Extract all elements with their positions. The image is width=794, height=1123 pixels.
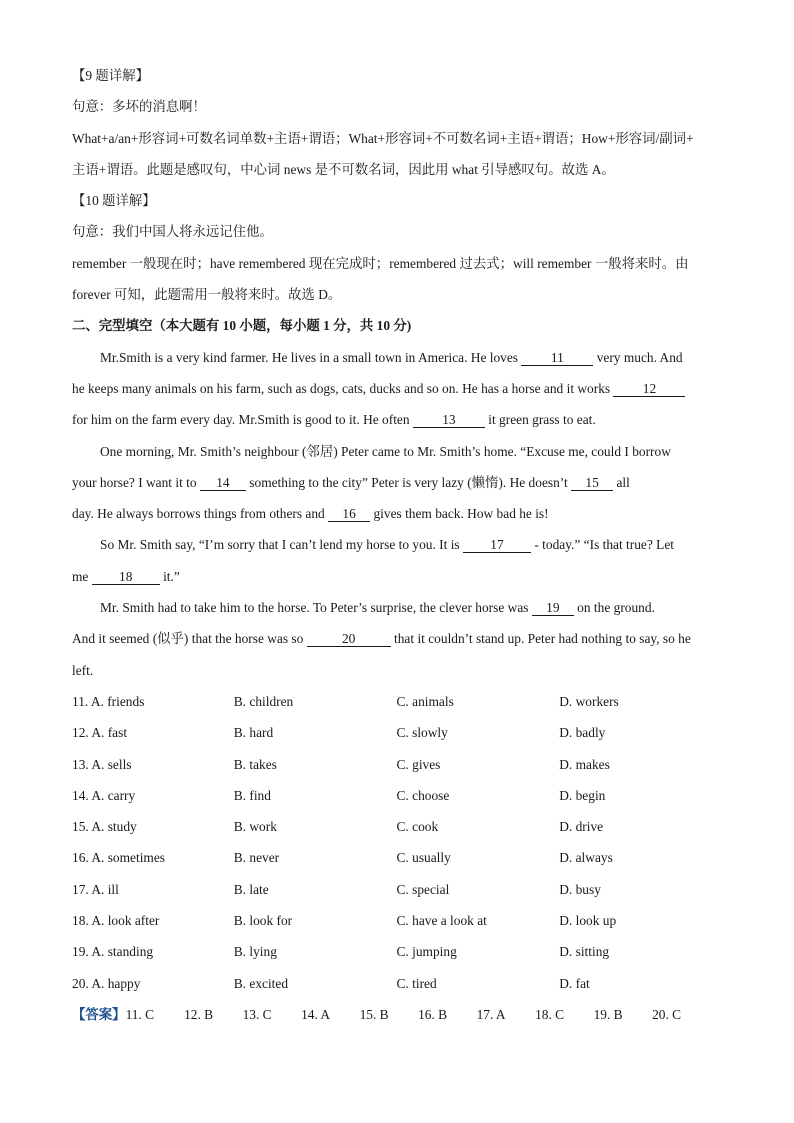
passage-text: on the ground. bbox=[573, 600, 655, 616]
passage-line bbox=[72, 623, 722, 654]
passage-line bbox=[72, 529, 722, 560]
passage-text: that it couldn’t stand up. Peter had nothing to say, so he bbox=[390, 631, 691, 647]
section-10-header: 【10 题详解】 bbox=[72, 193, 156, 209]
option-row-12 bbox=[72, 717, 722, 748]
section-9-header: 【9 题详解】 bbox=[72, 68, 149, 83]
blank-16: 16 bbox=[328, 507, 370, 522]
option-row-16 bbox=[72, 842, 722, 873]
option-c: C. have a look at bbox=[396, 913, 487, 929]
option-d: D. workers bbox=[559, 693, 619, 709]
passage-text: Mr.Smith is a very kind farmer. He lives in a small town in America. He loves bbox=[100, 349, 522, 365]
passage-line bbox=[72, 655, 722, 686]
answer-item: 13. C bbox=[242, 1006, 272, 1022]
option-c: C. tired bbox=[396, 975, 437, 991]
option-d: D. fat bbox=[559, 975, 590, 991]
answer-item: 15. B bbox=[359, 1006, 389, 1022]
passage-text: something to the city” Peter is very lazy (懒惰). He doesn’t bbox=[245, 474, 572, 490]
option-a: 20. A. happy bbox=[72, 975, 141, 991]
answer-item: 17. A bbox=[476, 1006, 506, 1022]
passage-text: it.” bbox=[159, 568, 180, 584]
passage-text: it green grass to eat. bbox=[484, 412, 596, 428]
option-row-13 bbox=[72, 749, 722, 780]
option-d: D. look up bbox=[559, 913, 617, 929]
passage-line bbox=[72, 342, 722, 373]
passage-text: for him on the farm every day. Mr.Smith is good to it. He often bbox=[72, 412, 413, 428]
passage-text: me bbox=[72, 568, 92, 584]
section-9-meaning: 句意：多坏的消息啊！ bbox=[72, 99, 206, 115]
option-b: B. children bbox=[233, 693, 294, 709]
option-c: C. usually bbox=[396, 850, 451, 866]
blank-12: 12 bbox=[613, 382, 685, 397]
option-c: C. special bbox=[396, 881, 450, 897]
option-row-19 bbox=[72, 936, 722, 967]
option-d: D. drive bbox=[559, 819, 604, 835]
passage-line bbox=[72, 498, 722, 529]
answer-item: 18. C bbox=[535, 1006, 565, 1022]
answer-item: 20. C bbox=[652, 1006, 682, 1022]
option-d: D. busy bbox=[559, 881, 601, 897]
passage-text: And it seemed (似乎) that the horse was so bbox=[72, 631, 307, 647]
option-row-14 bbox=[72, 780, 722, 811]
passage-text: day. He always borrows things from others and bbox=[72, 506, 329, 522]
blank-18: 18 bbox=[92, 570, 160, 585]
option-b: B. find bbox=[233, 787, 271, 803]
passage-text: One morning, Mr. Smith’s neighbour (邻居) Peter came to Mr. Smith’s home. “Excuse me, could I borrow bbox=[100, 443, 671, 459]
option-a: 15. A. study bbox=[72, 819, 137, 835]
option-b: B. excited bbox=[233, 975, 289, 991]
answer-item: 12. B bbox=[184, 1006, 214, 1022]
passage-line bbox=[72, 436, 722, 467]
option-a: 14. A. carry bbox=[72, 787, 136, 803]
option-a: 11. A. friends bbox=[72, 693, 145, 709]
passage-line bbox=[72, 592, 722, 623]
answer-item: 11. C bbox=[125, 1006, 155, 1022]
option-c: C. animals bbox=[396, 693, 454, 709]
option-a: 19. A. standing bbox=[72, 944, 154, 960]
option-b: B. hard bbox=[233, 725, 274, 741]
option-d: D. always bbox=[559, 850, 613, 866]
option-d: D. begin bbox=[559, 787, 606, 803]
option-c: C. jumping bbox=[396, 944, 457, 960]
option-a: 12. A. fast bbox=[72, 725, 128, 741]
cloze-title: 二、完型填空（本大题有 10 小题，每小题 1 分，共 10 分) bbox=[72, 318, 412, 334]
passage-text: - today.” “Is that true? Let bbox=[531, 537, 675, 553]
passage-text: left. bbox=[72, 662, 94, 678]
section-10-explanation-1: remember 一般现在时；have remembered 现在完成时；remembered 过去式；will remember 一般将来时。由 bbox=[72, 255, 689, 271]
blank-20: 20 bbox=[307, 632, 391, 647]
blank-15: 15 bbox=[571, 476, 613, 491]
blank-19: 19 bbox=[532, 601, 574, 616]
option-d: D. badly bbox=[559, 725, 606, 741]
passage-text: So Mr. Smith say, “I’m sorry that I can’t lend my horse to you. It is bbox=[100, 537, 463, 553]
answer-item: 19. B bbox=[593, 1006, 623, 1022]
answer-label: 【答案】 bbox=[72, 1006, 126, 1022]
passage-text: your horse? I want it to bbox=[72, 474, 200, 490]
blank-14: 14 bbox=[200, 476, 246, 491]
section-9-explanation-1: What+a/an+形容词+可数名词单数+主语+谓语；What+形容词+不可数名词+主语+谓语；How+形容词/副词+ bbox=[72, 130, 694, 146]
option-row-18 bbox=[72, 905, 722, 936]
option-c: C. cook bbox=[396, 819, 439, 835]
passage-line bbox=[72, 467, 722, 498]
option-c: C. choose bbox=[396, 787, 450, 803]
answer-item: 14. A bbox=[301, 1006, 331, 1022]
option-a: 13. A. sells bbox=[72, 756, 132, 772]
option-b: B. work bbox=[233, 819, 277, 835]
section-10-meaning: 句意：我们中国人将永远记住他。 bbox=[72, 224, 273, 240]
blank-17: 17 bbox=[463, 538, 531, 553]
option-c: C. gives bbox=[396, 756, 441, 772]
option-b: B. never bbox=[233, 850, 280, 866]
option-d: D. makes bbox=[559, 756, 610, 772]
passage-text: Mr. Smith had to take him to the horse. To Peter’s surprise, the clever horse was bbox=[100, 600, 532, 616]
passage-text: very much. And bbox=[593, 349, 683, 365]
option-row-20 bbox=[72, 968, 722, 999]
passage-line bbox=[72, 404, 722, 435]
passage-line bbox=[72, 373, 722, 404]
option-d: D. sitting bbox=[559, 944, 610, 960]
options-list bbox=[72, 686, 722, 999]
answer-item: 16. B bbox=[418, 1006, 448, 1022]
passage-text: gives them back. How bad he is! bbox=[370, 506, 549, 522]
option-b: B. takes bbox=[233, 756, 277, 772]
option-a: 16. A. sometimes bbox=[72, 850, 165, 866]
blank-13: 13 bbox=[413, 413, 485, 428]
option-b: B. look for bbox=[233, 913, 293, 929]
option-row-11 bbox=[72, 686, 722, 717]
section-9-explanation-2: 主语+谓语。此题是感叹句，中心词 news 是不可数名词，因此用 what 引导感叹句。故选 A。 bbox=[72, 161, 615, 177]
section-10-explanation-2: forever 可知，此题需用一般将来时。故选 D。 bbox=[72, 287, 342, 303]
document-page bbox=[72, 60, 722, 1030]
option-a: 17. A. ill bbox=[72, 881, 119, 897]
option-row-17 bbox=[72, 874, 722, 905]
option-row-15 bbox=[72, 811, 722, 842]
answer-key bbox=[72, 999, 722, 1030]
passage-text: he keeps many animals on his farm, such as dogs, cats, ducks and so on. He has a horse and it works bbox=[72, 380, 614, 396]
blank-11: 11 bbox=[521, 351, 593, 366]
passage-line bbox=[72, 561, 722, 592]
option-b: B. lying bbox=[233, 944, 277, 960]
option-c: C. slowly bbox=[396, 725, 448, 741]
option-b: B. late bbox=[233, 881, 269, 897]
passage-text: all bbox=[613, 474, 630, 490]
option-a: 18. A. look after bbox=[72, 913, 160, 929]
